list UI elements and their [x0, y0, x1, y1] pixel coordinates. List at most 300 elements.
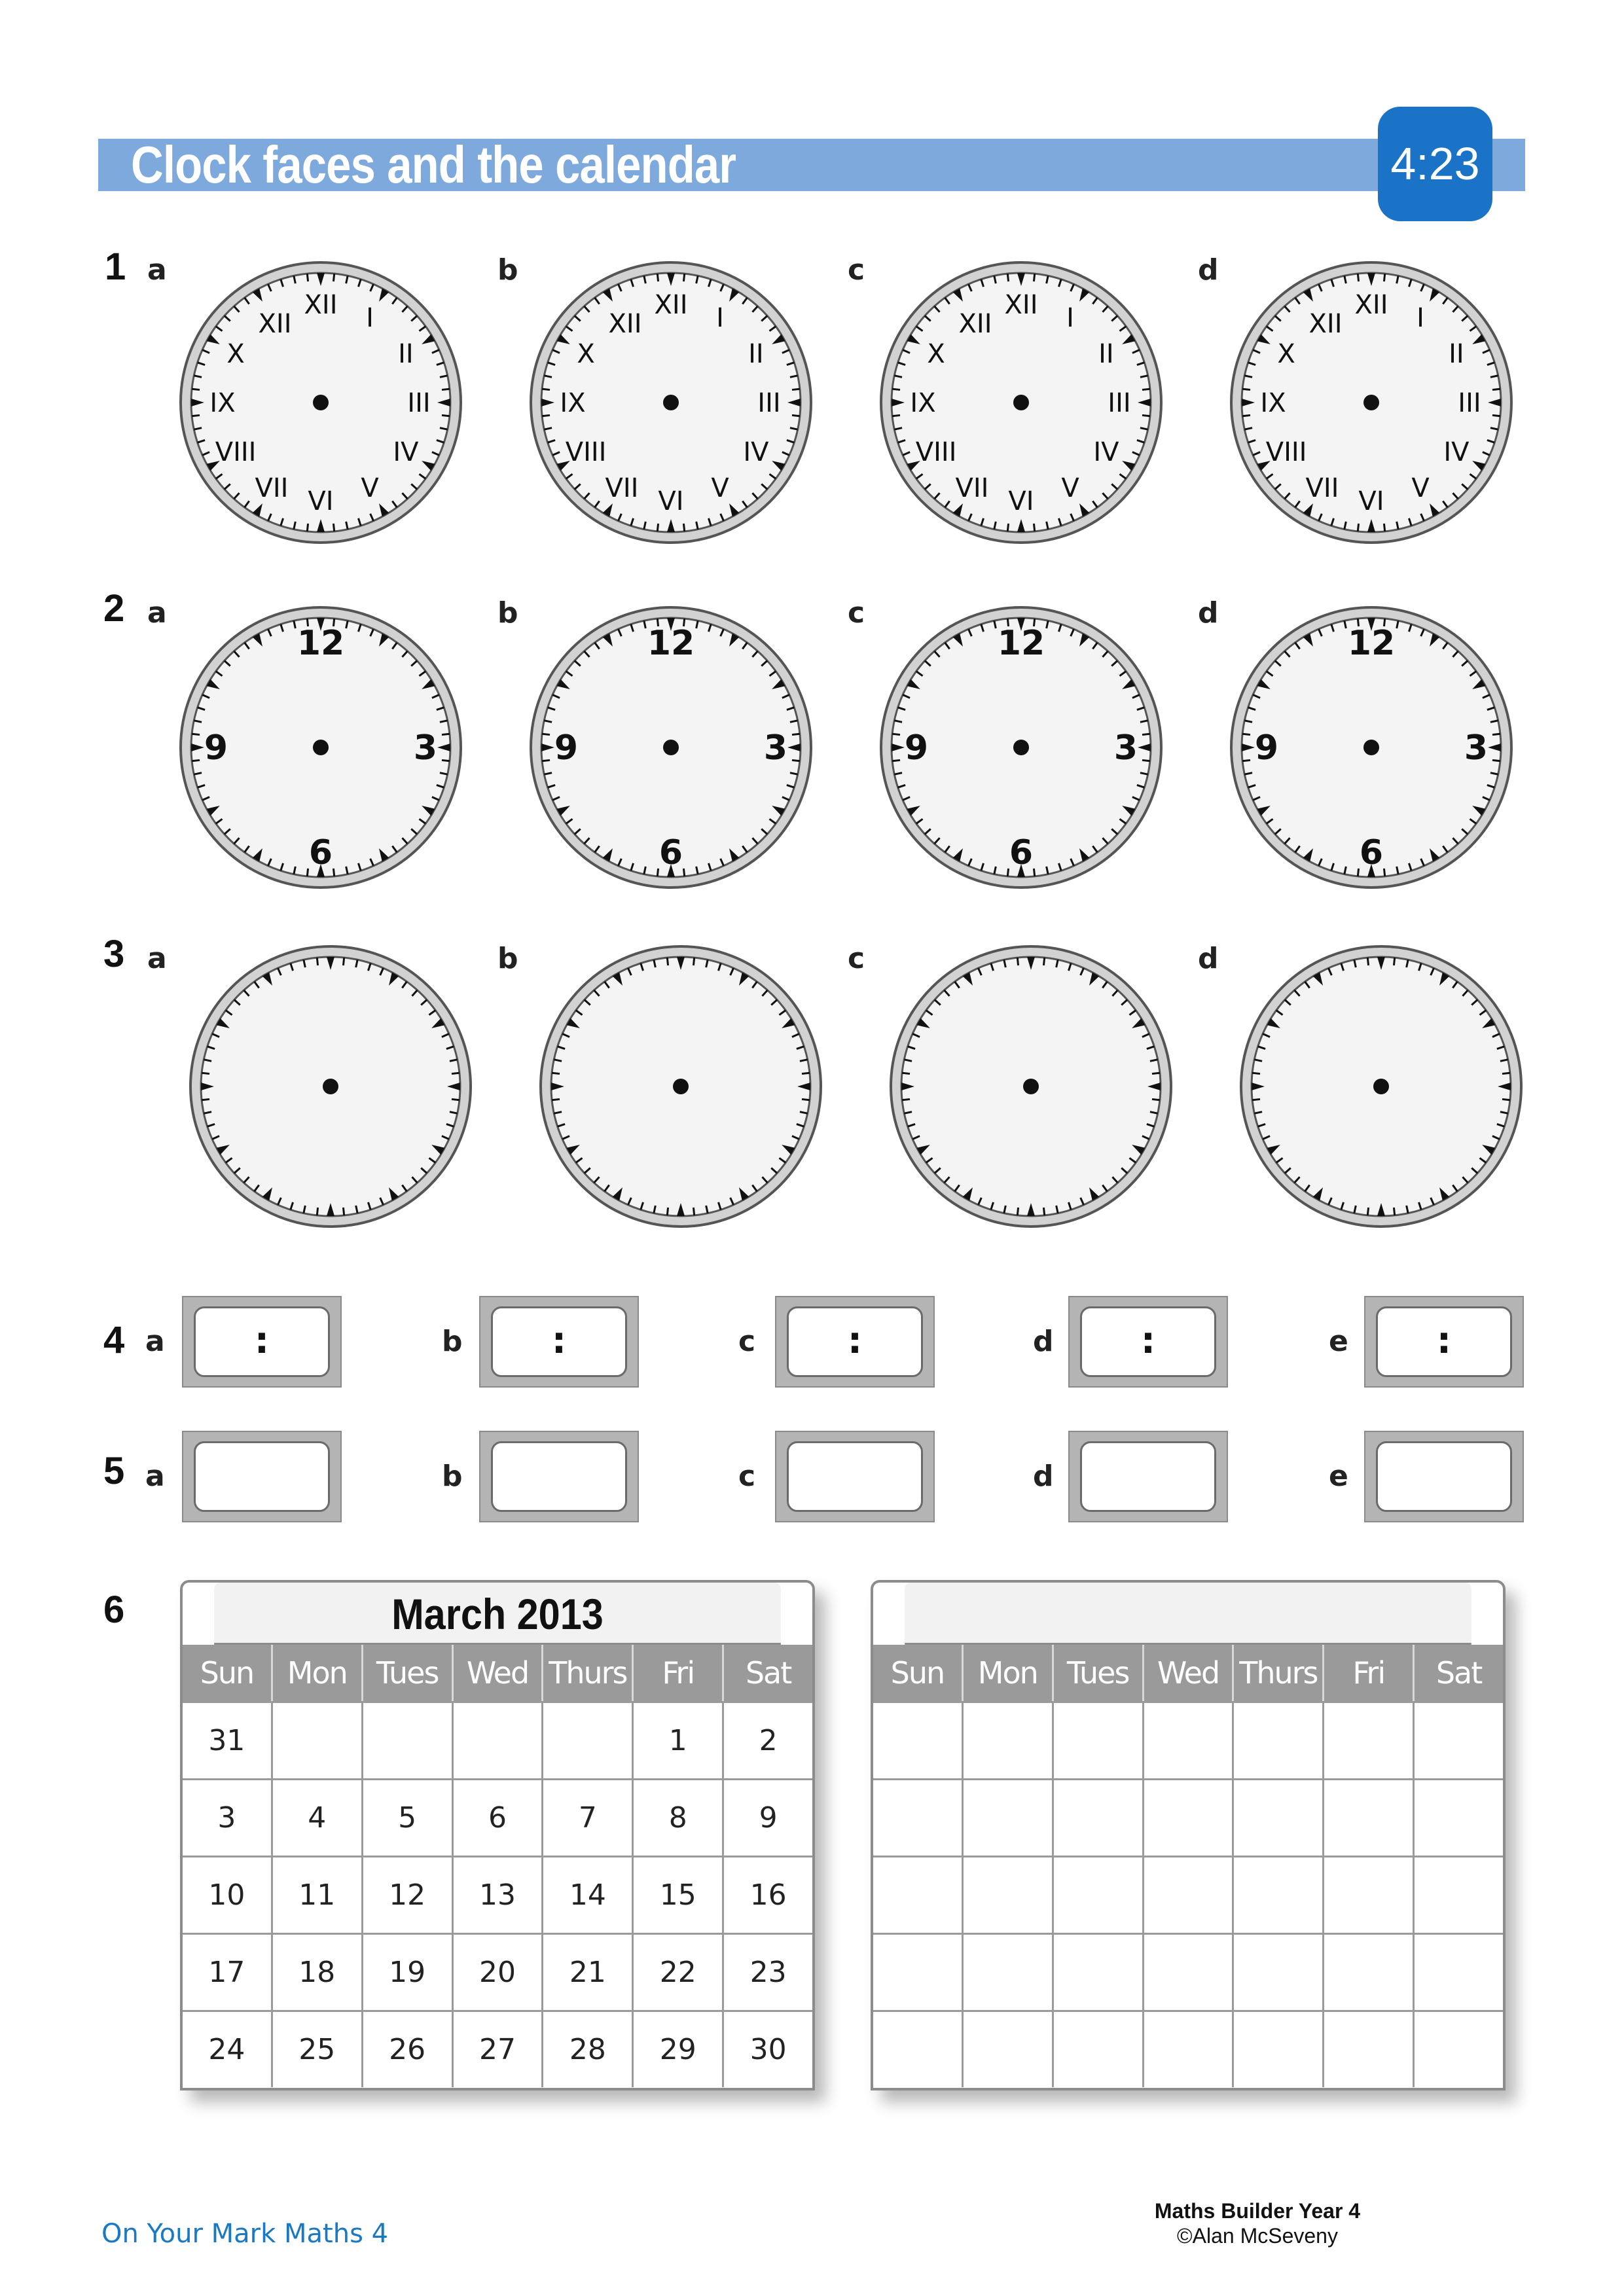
minute-tick — [1242, 415, 1250, 416]
weekday-wed: Wed — [1144, 1645, 1235, 1701]
clock-numeral: VIII — [915, 437, 957, 467]
clock-center-dot — [313, 395, 329, 410]
calendar-day-cell: 2 — [759, 1724, 778, 1757]
weekday-fri: Fri — [634, 1645, 724, 1701]
question-3-letter-d: d — [1198, 942, 1219, 975]
clock-numeral: 3 — [763, 728, 788, 768]
minute-tick — [902, 1099, 910, 1100]
calendar-day-cell — [1324, 2012, 1415, 2087]
calendar-day-cell: 29 — [634, 2012, 724, 2087]
clock-numeral: VII — [955, 473, 989, 503]
calendar-day-cell — [1415, 1857, 1503, 1933]
minute-tick — [1502, 1099, 1510, 1100]
minute-tick — [333, 274, 334, 281]
clock-numeral: V — [1061, 473, 1079, 503]
footer-series-title: On Your Mark Maths 4 — [101, 2219, 389, 2249]
question-1-letter-c: c — [848, 253, 865, 287]
weekday-sun: Sun — [873, 1645, 964, 1701]
calendar-week-row — [873, 1778, 1503, 1856]
calendar-day-cell — [1234, 1935, 1324, 2010]
calendar-day-cell — [964, 1780, 1054, 1856]
clock-numeral: VIII — [1265, 437, 1307, 467]
clock-numeral: XII — [1354, 290, 1388, 320]
minute-tick — [1142, 415, 1150, 416]
weekday-tues: Tues — [363, 1645, 454, 1701]
time-separator: : — [254, 1319, 270, 1362]
calendar-day-cell — [1054, 2012, 1144, 2087]
calendar-day-cell — [1415, 2012, 1503, 2087]
clock-numeral: V — [361, 473, 379, 503]
calendar-day-cell — [964, 1935, 1054, 2010]
question-1-letter-b: b — [497, 253, 518, 287]
clock-numeral: II — [398, 339, 414, 369]
footer-book-title: Maths Builder Year 4 — [1154, 2199, 1361, 2223]
time-separator: : — [1140, 1319, 1156, 1362]
clock-numeral: VII — [1305, 473, 1339, 503]
clock-center-dot — [323, 1079, 338, 1094]
calendar-day-cell — [1144, 1703, 1235, 1778]
clock-numeral: 12 — [997, 624, 1045, 663]
calendar-day-cell: 31 — [183, 1703, 273, 1778]
calendar-day-cell: 21 — [543, 1935, 634, 2010]
clock-face-arabic-d — [1227, 603, 1515, 891]
minute-tick — [1367, 1208, 1368, 1215]
clock-numeral: 12 — [297, 624, 345, 663]
q5-letter-d: d — [1033, 1460, 1054, 1493]
calendar-day-cell — [273, 1703, 363, 1778]
minute-tick — [1152, 1099, 1160, 1100]
clock-numeral: 6 — [1359, 833, 1384, 872]
time-separator: : — [1436, 1319, 1452, 1362]
time-separator: : — [551, 1319, 567, 1362]
minute-tick — [683, 869, 684, 876]
clock-numeral: 12 — [1347, 624, 1396, 663]
clock-numeral: XII — [1308, 308, 1343, 339]
calendar-week-row — [183, 1856, 812, 1933]
clock-numeral: I — [366, 303, 374, 334]
calendar-day-cell: 10 — [183, 1857, 273, 1933]
calendar-day-cell: 5 — [363, 1780, 454, 1856]
minute-tick — [657, 274, 658, 281]
clock-numeral: IV — [393, 437, 419, 467]
clock-center-dot — [1023, 1079, 1039, 1094]
minute-tick — [1043, 1208, 1044, 1215]
clock-numeral: III — [1458, 388, 1481, 418]
calendar-day-cell — [1415, 1780, 1503, 1856]
clock-center-dot — [1363, 395, 1379, 410]
q5-answer-box-b — [479, 1431, 639, 1522]
question-1-letter-a: a — [147, 253, 167, 287]
clock-numeral: XII — [608, 308, 642, 339]
clock-numeral: III — [1108, 388, 1131, 418]
weekday-mon: Mon — [964, 1645, 1054, 1701]
question-6-number: 6 — [103, 1588, 125, 1631]
calendar-week-row — [183, 1701, 812, 1778]
clock-center-dot — [313, 740, 329, 755]
q4-answer-box-b — [479, 1296, 639, 1388]
calendar-day-cell — [1324, 1857, 1415, 1933]
question-3-letter-a: a — [147, 942, 167, 975]
calendar-grid — [183, 1701, 812, 2087]
answer-field[interactable] — [194, 1306, 330, 1377]
clock-numeral: X — [577, 339, 595, 369]
calendar-day-cell: 16 — [749, 1878, 787, 1912]
clock-numeral: VII — [605, 473, 639, 503]
calendar-day-cell: 1 — [634, 1703, 724, 1778]
clock-center-dot — [663, 740, 679, 755]
clock-face-roman-d — [1227, 259, 1515, 547]
answer-field[interactable] — [1080, 1306, 1216, 1377]
clock-numeral: 9 — [204, 728, 228, 768]
minute-tick — [657, 524, 658, 531]
clock-numeral: I — [1416, 303, 1424, 334]
calendar-week-row — [183, 2010, 812, 2087]
q5-letter-a: a — [145, 1460, 165, 1493]
calendar-day-cell: 7 — [543, 1780, 634, 1856]
answer-field[interactable] — [194, 1441, 330, 1512]
calendar-day-cell — [543, 1703, 634, 1778]
clock-numeral: XII — [304, 290, 338, 320]
minute-tick — [307, 274, 308, 281]
minute-tick — [307, 869, 308, 876]
q5-answer-box-a — [182, 1431, 342, 1522]
clock-numeral: V — [1411, 473, 1430, 503]
minute-tick — [192, 415, 200, 416]
minute-tick — [683, 524, 684, 531]
q4-letter-d: d — [1033, 1325, 1054, 1358]
clock-numeral: IV — [1443, 437, 1470, 467]
question-2-letter-c: c — [848, 596, 865, 630]
clock-face-blank-a — [187, 942, 475, 1230]
footer-copyright: ©Alan McSeveny — [1177, 2224, 1338, 2248]
clock-numeral: 9 — [554, 728, 579, 768]
clock-numeral: X — [226, 339, 245, 369]
minute-tick — [667, 958, 668, 965]
clock-numeral: IX — [1260, 388, 1286, 418]
calendar-week-row — [183, 1778, 812, 1856]
calendar-week-row — [873, 1856, 1503, 1933]
calendar-day-cell: 23 — [749, 1956, 787, 1989]
answer-field[interactable] — [1376, 1441, 1512, 1512]
weekday-wed: Wed — [454, 1645, 544, 1701]
question-4-number: 4 — [103, 1319, 125, 1361]
clock-numeral: X — [927, 339, 945, 369]
calendar-day-cell — [1324, 1935, 1415, 2010]
clock-face-blank-d — [1237, 942, 1525, 1230]
q5-answer-box-c — [775, 1431, 935, 1522]
clock-numeral: IV — [1093, 437, 1119, 467]
calendar-day-cell — [1415, 1703, 1503, 1778]
calendar-day-cell: 11 — [273, 1857, 363, 1933]
minute-tick — [1017, 1208, 1018, 1215]
calendar-title — [905, 1583, 1471, 1645]
clock-numeral: 12 — [647, 624, 695, 663]
clock-numeral: I — [716, 303, 724, 334]
calendar-day-cell — [964, 2012, 1054, 2087]
minute-tick — [792, 415, 800, 416]
weekday-tues: Tues — [1054, 1645, 1144, 1701]
q4-answer-box-c — [775, 1296, 935, 1388]
calendar-day-cell — [1234, 1780, 1324, 1856]
calendar-day-cell: 8 — [634, 1780, 724, 1856]
clock-face-blank-b — [537, 942, 825, 1230]
calendar-day-cell: 12 — [363, 1857, 454, 1933]
weekday-sat: Sat — [745, 1655, 791, 1691]
clock-numeral: V — [711, 473, 729, 503]
calendar-day-cell — [873, 1857, 964, 1933]
minute-tick — [343, 1208, 344, 1215]
calendar-day-cell: 6 — [454, 1780, 544, 1856]
answer-field[interactable] — [1376, 1306, 1512, 1377]
q4-letter-e: e — [1329, 1325, 1348, 1358]
question-2-letter-a: a — [147, 596, 167, 630]
minute-tick — [1492, 415, 1500, 416]
minute-tick — [657, 869, 658, 876]
minute-tick — [1007, 274, 1008, 281]
calendar-day-cell: 13 — [454, 1857, 544, 1933]
clock-numeral: IX — [560, 388, 586, 418]
calendar-day-cell — [964, 1857, 1054, 1933]
calendar-day-cell: 25 — [273, 2012, 363, 2087]
calendar-day-cell — [1415, 1935, 1503, 2010]
q4-answer-box-e — [1364, 1296, 1524, 1388]
q5-answer-box-e — [1364, 1431, 1524, 1522]
minute-tick — [202, 1099, 209, 1100]
clock-numeral: 6 — [1009, 833, 1034, 872]
clock-numeral: I — [1066, 303, 1074, 334]
clock-numeral: 3 — [413, 728, 438, 768]
question-2-number: 2 — [103, 587, 125, 630]
calendar-day-cell: 17 — [183, 1935, 273, 2010]
answer-field[interactable] — [1080, 1441, 1216, 1512]
calendar-day-cell — [1144, 1857, 1235, 1933]
clock-numeral: 6 — [659, 833, 683, 872]
calendar-day-cell: 27 — [454, 2012, 544, 2087]
calendar-day-cell: 9 — [759, 1801, 778, 1835]
weekday-thurs: Thurs — [543, 1645, 634, 1701]
calendar-day-cell — [1324, 1703, 1415, 1778]
clock-face-roman-a — [177, 259, 465, 547]
clock-numeral: VI — [658, 486, 684, 516]
clock-numeral: II — [748, 339, 764, 369]
clock-numeral: XII — [654, 290, 688, 320]
clock-numeral: 9 — [1254, 728, 1279, 768]
clock-face-arabic-a — [177, 603, 465, 891]
clock-numeral: VI — [1008, 486, 1034, 516]
calendar-day-cell — [873, 1935, 964, 2010]
clock-center-dot — [1373, 1079, 1389, 1094]
minute-tick — [1242, 760, 1250, 761]
calendar-grid — [873, 1701, 1503, 2087]
calendar-day-cell — [1234, 2012, 1324, 2087]
minute-tick — [1043, 958, 1044, 965]
minute-tick — [693, 1208, 694, 1215]
minute-tick — [1367, 958, 1368, 965]
clock-numeral: VIII — [565, 437, 607, 467]
question-3-letter-c: c — [848, 942, 865, 975]
clock-center-dot — [1013, 740, 1029, 755]
answer-field[interactable] — [787, 1306, 923, 1377]
clock-face-arabic-c — [877, 603, 1165, 891]
calendar-day-cell — [1054, 1935, 1144, 2010]
answer-field[interactable] — [491, 1306, 627, 1377]
answer-field[interactable] — [491, 1441, 627, 1512]
calendar-day-cell — [1144, 1935, 1235, 2010]
calendar-day-cell — [1054, 1703, 1144, 1778]
clock-center-dot — [1013, 395, 1029, 410]
minute-tick — [343, 958, 344, 965]
clock-numeral: III — [407, 388, 431, 418]
clock-face-blank-c — [887, 942, 1175, 1230]
minute-tick — [892, 760, 900, 761]
page-title: Clock faces and the calendar — [131, 135, 736, 194]
clock-numeral: IX — [910, 388, 936, 418]
calendar-day-cell — [1234, 1703, 1324, 1778]
minute-tick — [333, 524, 334, 531]
calendar-day-cell — [454, 1703, 544, 1778]
clock-face-roman-c — [877, 259, 1165, 547]
minute-tick — [442, 760, 450, 761]
section-badge: 4:23 — [1378, 107, 1492, 221]
clock-numeral: XII — [958, 308, 992, 339]
minute-tick — [892, 415, 900, 416]
calendar-day-cell — [1144, 1780, 1235, 1856]
calendar-march-2013 — [180, 1580, 815, 2090]
minute-tick — [542, 415, 550, 416]
minute-tick — [442, 415, 450, 416]
clock-numeral: 6 — [308, 833, 333, 872]
calendar-day-cell — [873, 1780, 964, 1856]
weekday-sun: Sun — [183, 1645, 273, 1701]
calendar-week-row — [873, 1933, 1503, 2010]
question-3-number: 3 — [103, 933, 125, 975]
minute-tick — [192, 760, 200, 761]
calendar-weekday-header — [183, 1645, 812, 1701]
answer-field[interactable] — [787, 1441, 923, 1512]
minute-tick — [542, 760, 550, 761]
question-3-letter-b: b — [497, 942, 518, 975]
calendar-week-row — [873, 1701, 1503, 1778]
clock-numeral: 3 — [1113, 728, 1138, 768]
time-separator: : — [847, 1319, 863, 1362]
clock-numeral: IX — [209, 388, 236, 418]
q4-answer-box-d — [1068, 1296, 1228, 1388]
calendar-day-cell — [873, 2012, 964, 2087]
q4-letter-c: c — [738, 1325, 756, 1358]
minute-tick — [1007, 869, 1008, 876]
question-2-letter-b: b — [497, 596, 518, 630]
q5-letter-b: b — [442, 1460, 463, 1493]
calendar-blank — [871, 1580, 1506, 2090]
minute-tick — [1007, 524, 1008, 531]
minute-tick — [802, 1099, 810, 1100]
clock-numeral: 3 — [1464, 728, 1489, 768]
calendar-day-cell: 15 — [634, 1857, 724, 1933]
calendar-day-cell: 18 — [273, 1935, 363, 2010]
calendar-day-cell: 3 — [183, 1780, 273, 1856]
calendar-day-cell — [1144, 2012, 1235, 2087]
calendar-day-cell: 20 — [454, 1935, 544, 2010]
clock-numeral: III — [757, 388, 781, 418]
question-1-letter-d: d — [1198, 253, 1219, 287]
calendar-day-cell: 30 — [749, 2033, 787, 2066]
clock-numeral: 9 — [904, 728, 929, 768]
weekday-thurs: Thurs — [1234, 1645, 1324, 1701]
calendar-day-cell: 19 — [363, 1935, 454, 2010]
clock-numeral: VI — [308, 486, 334, 516]
minute-tick — [1142, 760, 1150, 761]
q4-letter-a: a — [145, 1325, 165, 1358]
question-1-number: 1 — [105, 245, 126, 288]
clock-face-arabic-b — [527, 603, 815, 891]
calendar-day-cell — [873, 1703, 964, 1778]
question-5-number: 5 — [103, 1450, 125, 1492]
calendar-day-cell: 26 — [363, 2012, 454, 2087]
minute-tick — [307, 524, 308, 531]
minute-tick — [552, 1099, 560, 1100]
clock-numeral: XII — [1004, 290, 1038, 320]
calendar-week-row — [873, 2010, 1503, 2087]
clock-numeral: VIII — [215, 437, 257, 467]
minute-tick — [1492, 760, 1500, 761]
minute-tick — [683, 274, 684, 281]
calendar-weekday-header — [873, 1645, 1503, 1701]
minute-tick — [452, 1099, 460, 1100]
clock-numeral: II — [1098, 339, 1114, 369]
calendar-day-cell: 14 — [543, 1857, 634, 1933]
minute-tick — [333, 869, 334, 876]
q5-letter-c: c — [738, 1460, 756, 1493]
calendar-day-cell — [363, 1703, 454, 1778]
weekday-mon: Mon — [273, 1645, 363, 1701]
weekday-sat: Sat — [1435, 1655, 1482, 1691]
clock-numeral: VI — [1358, 486, 1384, 516]
calendar-day-cell — [964, 1703, 1054, 1778]
calendar-day-cell — [1234, 1857, 1324, 1933]
calendar-day-cell — [1054, 1780, 1144, 1856]
minute-tick — [693, 958, 694, 965]
q5-letter-e: e — [1329, 1460, 1348, 1493]
minute-tick — [1252, 1099, 1260, 1100]
clock-center-dot — [663, 395, 679, 410]
calendar-day-cell: 4 — [273, 1780, 363, 1856]
title-bar — [98, 135, 1525, 194]
calendar-day-cell: 24 — [183, 2012, 273, 2087]
calendar-day-cell — [1054, 1857, 1144, 1933]
q4-letter-b: b — [442, 1325, 463, 1358]
clock-numeral: X — [1277, 339, 1295, 369]
calendar-day-cell: 22 — [634, 1935, 724, 2010]
clock-numeral: II — [1449, 339, 1464, 369]
calendar-title: March 2013 — [214, 1583, 781, 1645]
weekday-fri: Fri — [1324, 1645, 1415, 1701]
clock-center-dot — [673, 1079, 689, 1094]
minute-tick — [1017, 958, 1018, 965]
clock-center-dot — [1363, 740, 1379, 755]
minute-tick — [792, 760, 800, 761]
q4-answer-box-a — [182, 1296, 342, 1388]
calendar-week-row — [183, 1933, 812, 2010]
clock-face-roman-b — [527, 259, 815, 547]
clock-numeral: XII — [258, 308, 292, 339]
minute-tick — [667, 1208, 668, 1215]
question-2-letter-d: d — [1198, 596, 1219, 630]
calendar-day-cell — [1324, 1780, 1415, 1856]
clock-numeral: IV — [743, 437, 769, 467]
calendar-day-cell: 28 — [543, 2012, 634, 2087]
clock-numeral: VII — [255, 473, 289, 503]
q5-answer-box-d — [1068, 1431, 1228, 1522]
